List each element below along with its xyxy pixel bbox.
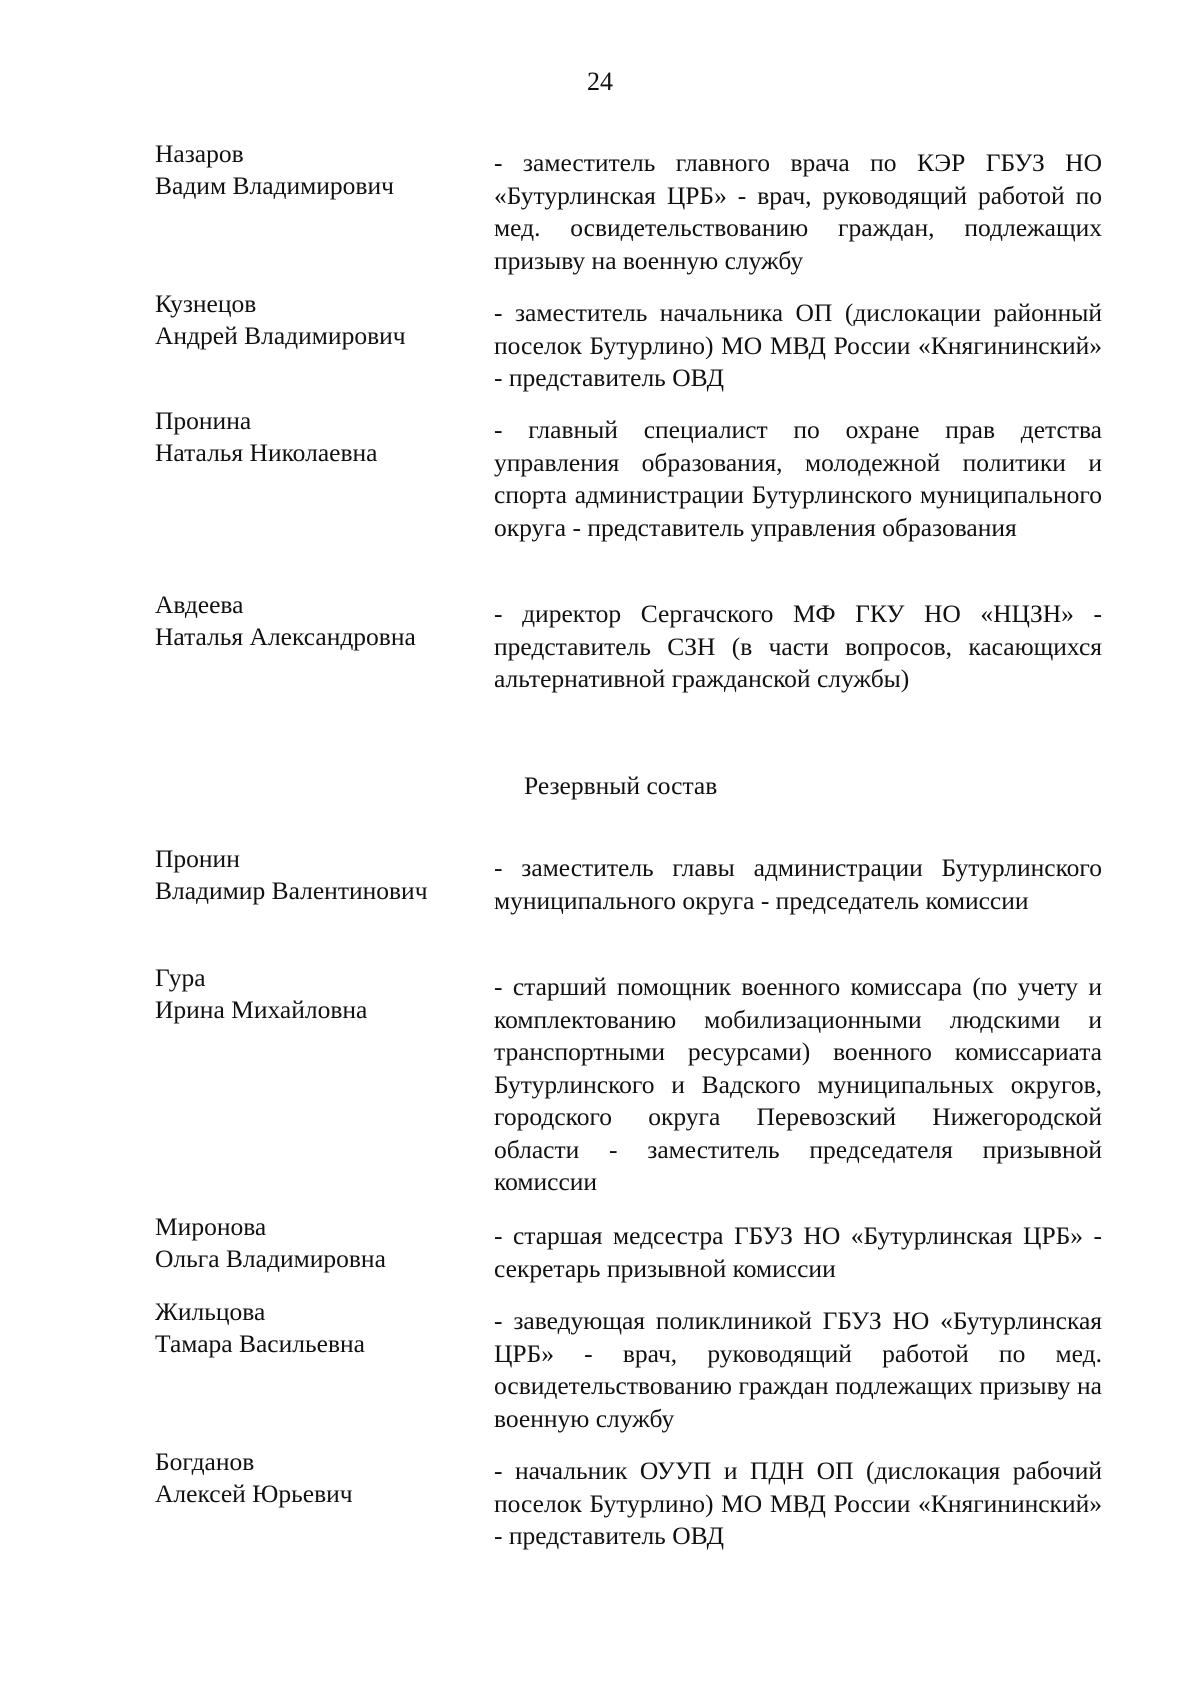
member-role: - директор Сергачского МФ ГКУ НО «НЦЗН» - представитель СЗН (в части вопросов, касающихся альтернативной гражданской службы) — [494, 599, 1102, 693]
member-given-names: Ирина Михайловна — [155, 995, 368, 1024]
member-given-names: Ольга Владимировна — [155, 1244, 386, 1273]
member-name — [155, 288, 485, 352]
member-role: - начальник ОУУП и ПДН ОП (дислокация рабочий поселок Бутурлино) МО МВД России «Княгининский» - представитель ОВД — [494, 1456, 1102, 1550]
reserve-section-title: Резервный состав — [524, 771, 718, 800]
member-given-names: Наталья Александровна — [155, 622, 416, 651]
member-role: - старший помощник военного комиссара (по учету и комплектованию мобилизационными людскими и транспортными ресурсами) военного комиссариата Бутурлинского и Вадского муниципальных округов, городского округа Перевозский Нижегородской области - заместитель председателя призывной комиссии — [494, 972, 1102, 1196]
member-surname: Богданов — [155, 1447, 255, 1476]
member-surname: Кузнецов — [155, 289, 257, 318]
member-surname: Назаров — [155, 139, 244, 168]
member-role: - заместитель главного врача по КЭР ГБУЗ НО «Бутурлинская ЦРБ» - врач, руководящий работой по мед. освидетельствованию граждан, подлежащих призыву на военную службу — [494, 148, 1102, 275]
member-name — [155, 962, 485, 1026]
member-given-names: Владимир Валентинович — [155, 876, 428, 905]
member-given-names: Тамара Васильевна — [155, 1329, 365, 1358]
member-given-names: Вадим Владимирович — [155, 171, 394, 200]
member-surname: Авдеева — [155, 590, 244, 619]
member-surname: Пронин — [155, 844, 240, 873]
member-name — [155, 1296, 485, 1360]
member-role: - главный специалист по охране прав детства управления образования, молодежной политики и спорта администрации Бутурлинского муниципального округа - представитель управления образования — [494, 415, 1102, 542]
member-name — [155, 1446, 485, 1510]
page-number: 24 — [587, 67, 613, 96]
member-name — [155, 1211, 485, 1275]
member-role: - заместитель начальника ОП (дислокации районный поселок Бутурлино) МО МВД России «Княгининский» - представитель ОВД — [494, 298, 1102, 392]
member-role: - старшая медсестра ГБУЗ НО «Бутурлинская ЦРБ» - секретарь призывной комиссии — [494, 1221, 1102, 1283]
member-surname: Пронина — [155, 406, 252, 435]
member-given-names: Алексей Юрьевич — [155, 1479, 353, 1508]
member-name — [155, 843, 485, 907]
member-given-names: Андрей Владимирович — [155, 321, 406, 350]
member-given-names: Наталья Николаевна — [155, 438, 378, 467]
member-name — [155, 138, 485, 202]
member-role: - заведующая поликлиникой ГБУЗ НО «Бутурлинская ЦРБ» - врач, руководящий работой по мед. освидетельствованию граждан подлежащих призыву на военную службу — [494, 1306, 1102, 1433]
member-surname: Миронова — [155, 1212, 267, 1241]
member-surname: Жильцова — [155, 1297, 266, 1326]
member-name — [155, 405, 485, 469]
member-surname: Гура — [155, 963, 206, 992]
member-name — [155, 589, 485, 653]
member-role: - заместитель главы администрации Бутурлинского муниципального округа - председатель комиссии — [494, 853, 1102, 915]
